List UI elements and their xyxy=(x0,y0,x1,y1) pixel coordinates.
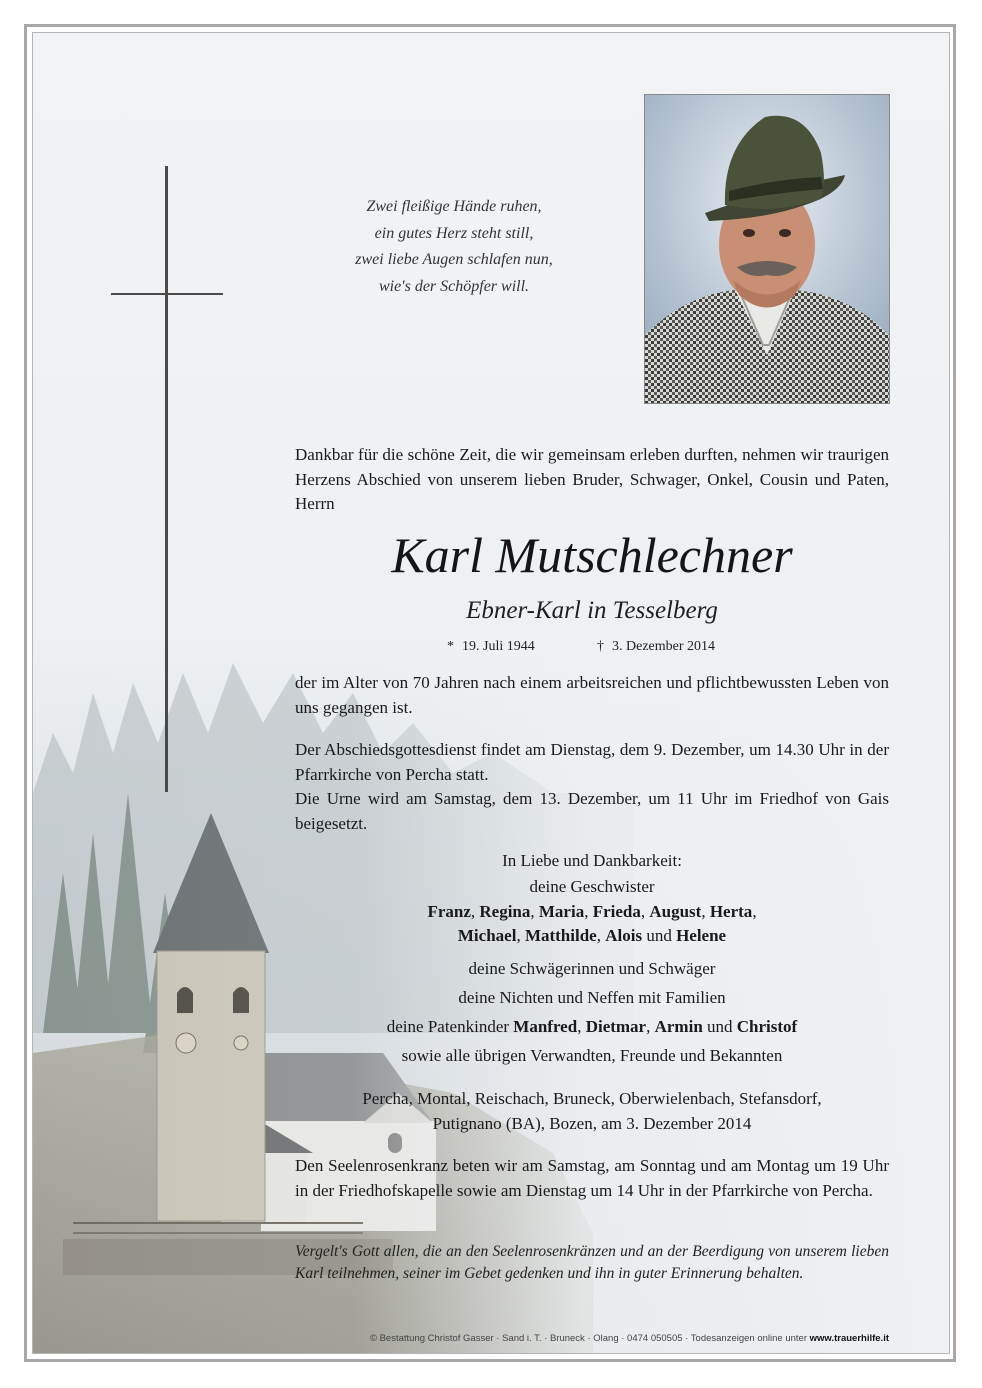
poem-line: wie's der Schöpfer will. xyxy=(378,277,530,295)
godchildren-label: deine Patenkinder xyxy=(386,1017,510,1036)
birth-date-group xyxy=(447,637,535,657)
footer-text: © Bestattung Christof Gasser · Sand i. T. · Bruneck · Olang · 0474 050505 · Todesanzeigen online unter xyxy=(369,1333,807,1344)
mourners-block xyxy=(295,848,889,1070)
urn-paragraph: Die Urne wird am Samstag, dem 13. Dezember, um 11 Uhr im Friedhof von Gais beigesetzt. xyxy=(295,789,889,833)
cross-horizontal-beam xyxy=(111,293,223,295)
places-line: Percha, Montal, Reischach, Bruneck, Oberwielenbach, Stefansdorf, xyxy=(362,1089,822,1108)
mourners-heading: In Liebe und Dankbarkeit: xyxy=(502,851,682,870)
godchildren-line: deine Patenkinder Manfred, Dietmar, Armin und Christof xyxy=(386,1017,798,1036)
places-block xyxy=(295,1086,889,1136)
in-laws-line: deine Schwägerinnen und Schwäger xyxy=(468,959,716,978)
memorial-poem xyxy=(289,194,619,300)
rosary-paragraph: Den Seelenrosenkranz beten wir am Samstag, am Sonntag und am Montag um 19 Uhr in der Friedhofskapelle sowie am Dienstag um 14 Uhr in der Pfarrkirche von Percha. xyxy=(295,1156,889,1200)
death-symbol: † xyxy=(597,639,604,654)
age-paragraph: der im Alter von 70 Jahren nach einem arbeitsreichen und pflichtbewussten Leben von uns gegangen ist. xyxy=(295,673,889,717)
and-word: und xyxy=(646,926,672,945)
sibling-name: Maria xyxy=(538,902,585,921)
godchild-name: Christof xyxy=(736,1017,798,1036)
godchild-name: Manfred xyxy=(513,1017,578,1036)
nieces-line: deine Nichten und Neffen mit Familien xyxy=(458,988,726,1007)
godchild-name: Dietmar xyxy=(585,1017,647,1036)
deceased-epithet: Ebner-Karl in Tesselberg xyxy=(466,597,718,624)
siblings-line-2: Michael, Matthilde, Alois und Helene xyxy=(457,926,727,945)
portrait-photo xyxy=(645,95,889,403)
siblings-line-1: Franz, Regina, Maria, Frieda, August, Herta, xyxy=(427,902,757,921)
sibling-name: Herta xyxy=(709,902,753,921)
service-paragraph: Der Abschiedsgottesdienst findet am Dienstag, dem 9. Dezember, um 14.30 Uhr in der Pfarrkirche von Percha statt. xyxy=(295,740,889,784)
sibling-name: August xyxy=(649,902,702,921)
and-word: und xyxy=(707,1017,733,1036)
death-date-group xyxy=(597,637,715,657)
deceased-name: Karl Mutschlechner xyxy=(391,527,793,583)
places-line: Putignano (BA), Bozen, am 3. Dezember 2014 xyxy=(432,1114,752,1133)
sibling-name: Matthilde xyxy=(524,926,597,945)
closing-paragraph: Vergelt's Gott allen, die an den Seelenrosenkränzen und an der Beerdigung von unserem lieben Karl teilnehmen, seiner im Gebet gedenken und ihn in guter Erinnerung behalten. xyxy=(295,1243,889,1282)
notice-card xyxy=(32,32,950,1354)
poem-line: ein gutes Herz steht still, xyxy=(374,224,534,242)
intro-paragraph: Dankbar für die schöne Zeit, die wir gemeinsam erleben durften, nehmen wir traurigen Herzens Abschied von unserem lieben Bruder, Schwager, Onkel, Cousin und Paten, Herrn xyxy=(295,445,889,513)
poem-line: Zwei fleißige Hände ruhen, xyxy=(366,198,542,215)
sibling-name: Frieda xyxy=(592,902,641,921)
godchild-name: Armin xyxy=(654,1017,703,1036)
poem-line: zwei liebe Augen schlafen nun, xyxy=(355,251,553,268)
cross-vertical-beam xyxy=(165,166,168,792)
sibling-name: Michael xyxy=(457,926,517,945)
siblings-label: deine Geschwister xyxy=(529,877,655,896)
birth-symbol: * xyxy=(447,639,454,654)
sibling-name: Regina xyxy=(479,902,531,921)
sibling-name: Helene xyxy=(676,926,727,945)
sibling-name: Franz xyxy=(427,902,471,921)
birth-date: 19. Juli 1944 xyxy=(462,639,535,654)
others-line: sowie alle übrigen Verwandten, Freunde und Bekannten xyxy=(401,1046,783,1065)
sibling-name: Alois xyxy=(605,926,643,945)
footer-url[interactable]: www.trauerhilfe.it xyxy=(809,1333,889,1344)
death-date: 3. Dezember 2014 xyxy=(612,639,716,654)
footer xyxy=(295,1333,889,1344)
